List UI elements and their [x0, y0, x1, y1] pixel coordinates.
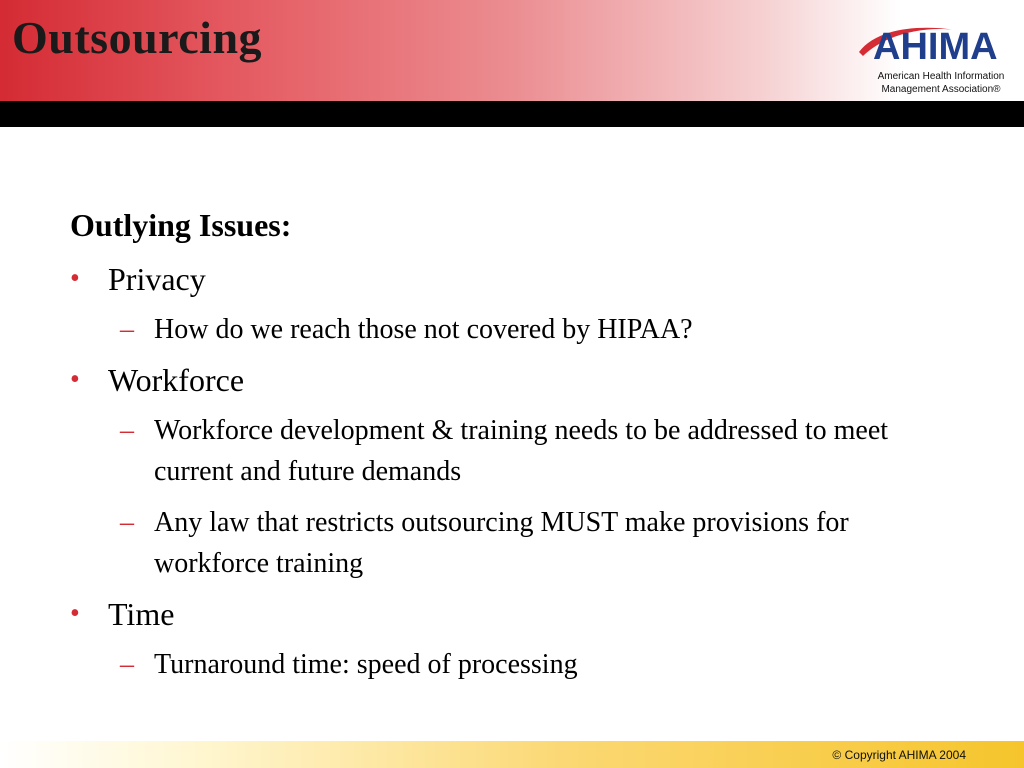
sub-bullet — [70, 644, 914, 685]
sub-bullet — [70, 410, 914, 492]
sub-bullet-text: Workforce development & training needs to be addressed to meet current and future demands — [154, 415, 889, 487]
sub-dash-icon: – — [120, 415, 134, 446]
bullet-label: Time — [108, 596, 175, 632]
ahima-logo — [855, 22, 1015, 100]
slide-title: Outsourcing — [12, 12, 263, 63]
logo-subtitle-line-2: Management Association® — [881, 84, 1001, 95]
bullet-dot-icon: • — [70, 263, 80, 294]
sub-bullet-text: Turnaround time: speed of processing — [154, 649, 578, 680]
header-rule — [0, 101, 1024, 127]
sub-dash-icon: – — [120, 314, 134, 345]
logo-wordmark: AHIMA — [873, 26, 998, 68]
copyright-notice: © Copyright AHIMA 2004 — [832, 748, 966, 762]
bullet-time — [70, 594, 950, 634]
sub-bullet — [70, 309, 914, 350]
bullet-dot-icon: • — [70, 364, 80, 395]
bullet-workforce — [70, 360, 950, 400]
logo-subtitle — [865, 70, 1017, 96]
sub-bullet — [70, 502, 914, 584]
bullet-label: Workforce — [108, 362, 245, 398]
slide-body — [70, 205, 950, 695]
sub-bullet-text: How do we reach those not covered by HIPAA? — [154, 314, 693, 345]
bullet-privacy — [70, 259, 950, 299]
logo-subtitle-line-1: American Health Information — [877, 71, 1005, 82]
section-heading: Outlying Issues: — [70, 207, 292, 243]
sub-dash-icon: – — [120, 649, 134, 680]
sub-dash-icon: – — [120, 507, 134, 538]
sub-bullet-text: Any law that restricts outsourcing MUST make provisions for workforce training — [154, 507, 849, 579]
bullet-dot-icon: • — [70, 598, 80, 629]
bullet-label: Privacy — [108, 261, 206, 297]
